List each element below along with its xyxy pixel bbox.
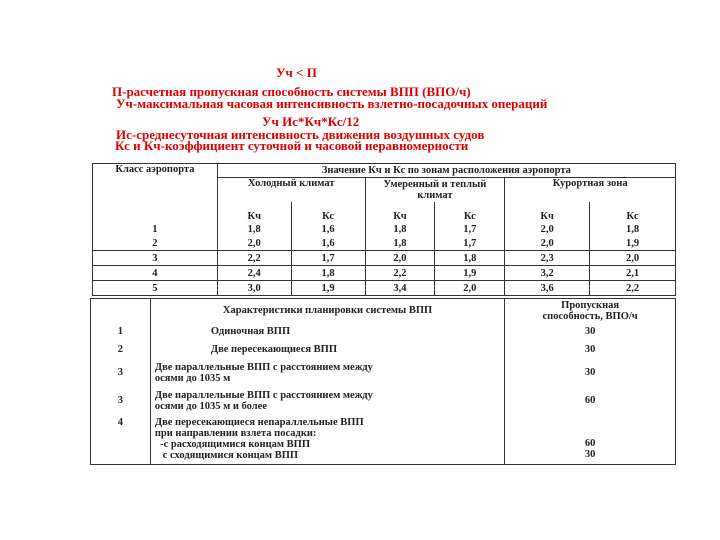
- class-header: Класс аэропорта: [115, 164, 195, 175]
- definition-daily: Ис-среднесуточная интенсивность движения воздушных судов: [116, 127, 485, 142]
- table-row: [93, 222, 676, 236]
- table-row: [91, 359, 676, 387]
- coefficient-value: 1,7: [435, 222, 505, 236]
- coefficient-value: 1,8: [291, 266, 365, 281]
- coefficient-value: 2,0: [505, 222, 590, 236]
- airport-class: 5: [93, 281, 218, 296]
- coefficient-value: 2,2: [217, 251, 291, 266]
- row-number: 3: [117, 395, 124, 406]
- coefficient-value: 3,4: [365, 281, 435, 296]
- coefficient-value: 1,8: [590, 222, 676, 236]
- airport-class: 2: [152, 237, 158, 249]
- coefficient-value: 1,8: [365, 222, 435, 236]
- row-capacity: 30: [505, 323, 676, 341]
- zone-temperate: Умеренный и теплый климат: [365, 178, 505, 203]
- coefficients-table: [92, 163, 676, 296]
- row-number: 3: [117, 367, 124, 378]
- desc-header: Характеристики планировки системы ВПП: [150, 299, 504, 323]
- kc-header: Кс: [435, 202, 505, 222]
- definition-coefficients: Кс и Кч-коэффициент суточной и часовой неравномерности: [115, 138, 469, 153]
- row-capacity: 60 30: [505, 415, 676, 465]
- coefficient-value: 2,2: [365, 266, 435, 281]
- table-row: [91, 341, 676, 359]
- coefficient-value: 1,9: [590, 236, 676, 251]
- row-number: 2: [117, 344, 124, 355]
- coefficient-value: 1,8: [217, 222, 291, 236]
- row-description: Две параллельные ВПП с расстоянием между осями до 1035 м и более: [150, 387, 504, 415]
- formula-hourly: Уч Ис*Кч*Кс/12: [262, 114, 360, 129]
- coefficient-value: 2,1: [590, 266, 676, 281]
- row-number: 1: [117, 326, 124, 337]
- coefficient-value: 2,0: [505, 236, 590, 251]
- kch-header: Кч: [365, 202, 435, 222]
- main-header: Значение Кч и Кс по зонам расположения аэропорта: [217, 164, 675, 178]
- coefficient-value: 2,0: [365, 251, 435, 266]
- table-row: [91, 415, 676, 465]
- airport-class: 4: [93, 266, 218, 281]
- row-description: Две пересекающиеся ВПП: [150, 341, 504, 359]
- runway-capacity-table: [90, 298, 676, 465]
- coefficient-value: 1,9: [435, 266, 505, 281]
- row-number: 4: [117, 416, 124, 428]
- table-row: [93, 236, 676, 251]
- formula-capacity: Уч < П: [276, 65, 317, 80]
- coefficient-value: 2,4: [217, 266, 291, 281]
- coefficient-value: 3,0: [217, 281, 291, 296]
- coefficient-value: 1,9: [291, 281, 365, 296]
- coefficient-value: 1,6: [291, 236, 365, 251]
- coefficient-value: 1,8: [365, 236, 435, 251]
- kch-header: Кч: [505, 202, 590, 222]
- kc-header: Кс: [291, 202, 365, 222]
- coefficient-value: 2,0: [590, 251, 676, 266]
- row-capacity: 30: [505, 359, 676, 387]
- coefficient-value: 1,7: [435, 236, 505, 251]
- definition-capacity: П-расчетная пропускная способность системы ВПП (ВПО/ч): [112, 84, 471, 99]
- coefficient-value: 1,7: [291, 251, 365, 266]
- coefficient-value: 3,6: [505, 281, 590, 296]
- zone-resort: Курортная зона: [505, 178, 676, 203]
- table-row: [93, 281, 676, 296]
- airport-class: 1: [152, 223, 158, 235]
- row-description: Одиночная ВПП: [150, 323, 504, 341]
- row-description: Две параллельные ВПП с расстоянием между осями до 1035 м: [150, 359, 504, 387]
- table-row: [91, 387, 676, 415]
- row-capacity: 60: [505, 387, 676, 415]
- kc-header: Кс: [590, 202, 676, 222]
- capacity-header: Пропускная способность, ВПО/ч: [505, 299, 676, 323]
- zone-cold: Холодный климат: [217, 178, 365, 203]
- airport-class: 3: [93, 251, 218, 266]
- coefficient-value: 2,2: [590, 281, 676, 296]
- definition-max-hourly: Уч-максимальная часовая интенсивность взлетно-посадочных операций: [116, 96, 548, 111]
- coefficient-value: 2,0: [217, 236, 291, 251]
- coefficient-value: 3,2: [505, 266, 590, 281]
- coefficient-value: 1,6: [291, 222, 365, 236]
- table-row: [91, 323, 676, 341]
- table-row: [93, 266, 676, 281]
- table-row: [93, 251, 676, 266]
- row-capacity: 30: [505, 341, 676, 359]
- coefficient-value: 2,0: [435, 281, 505, 296]
- coefficient-value: 2,3: [505, 251, 590, 266]
- kch-header: Кч: [217, 202, 291, 222]
- row-description: Две пересекающиеся непараллельные ВПП при направлении взлета посадки: -с расходящимися концам ВПП с сходящимися концам ВПП: [150, 415, 504, 465]
- coefficient-value: 1,8: [435, 251, 505, 266]
